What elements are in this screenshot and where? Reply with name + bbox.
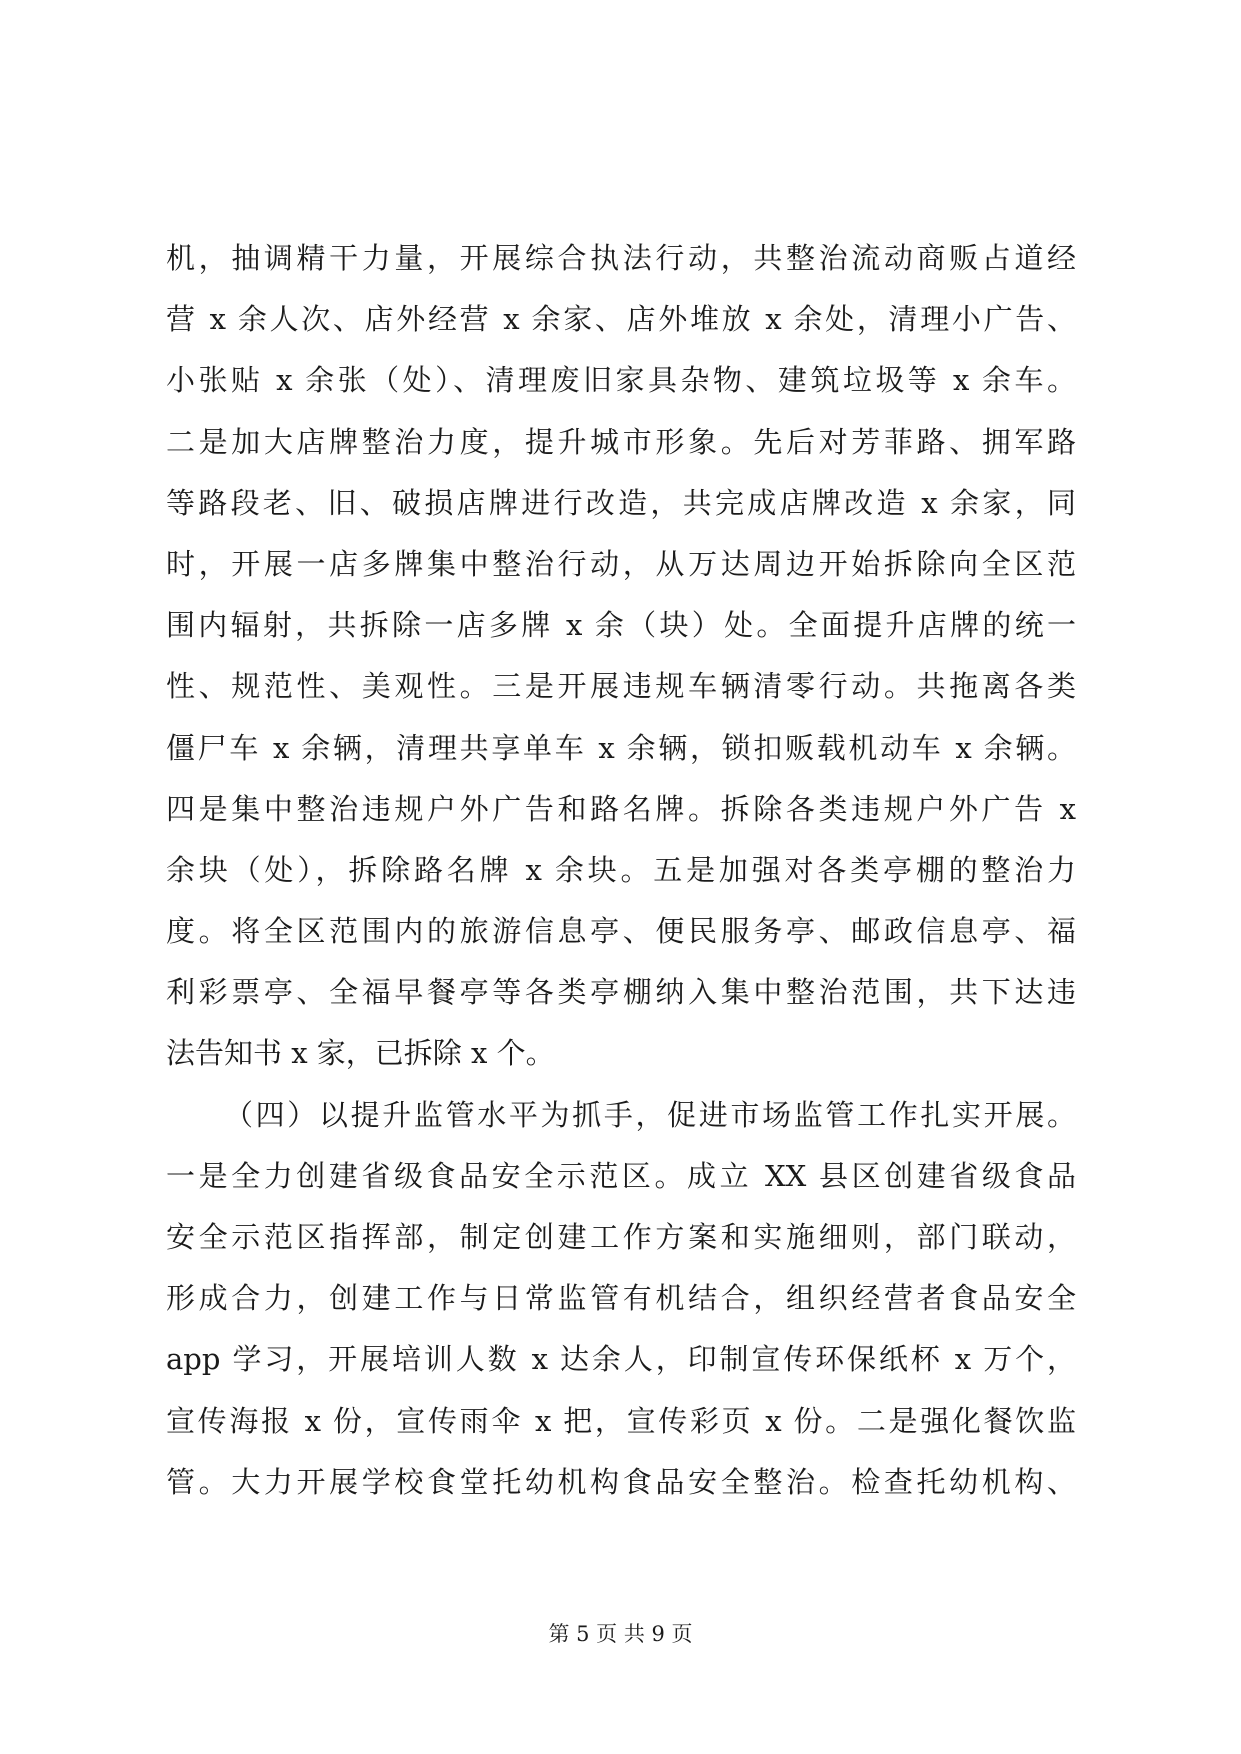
text-line: 二是加大店牌整治力度，提升城市形象。先后对芳菲路、拥军路 <box>166 424 1076 459</box>
page-number-footer: 第 5 页 共 9 页 <box>548 1622 693 1646</box>
text-line: 度。将全区范围内的旅游信息亭、便民服务亭、邮政信息亭、福 <box>166 914 1076 949</box>
text-line: 利彩票亭、全福早餐亭等各类亭棚纳入集中整治范围，共下达违 <box>166 975 1076 1010</box>
text-line: app 学习，开展培训人数 x 达余人，印制宣传环保纸杯 x 万个， <box>166 1342 1076 1377</box>
section-heading-line: （四）以提升监管水平为抓手，促进市场监管工作扎实开展。 <box>224 1097 1076 1132</box>
text-line: 一是全力创建省级食品安全示范区。成立 XX 县区创建省级食品 <box>166 1158 1076 1193</box>
text-line: 管。大力开展学校食堂托幼机构食品安全整治。检查托幼机构、 <box>166 1464 1076 1499</box>
text-line: 余块（处），拆除路名牌 x 余块。五是加强对各类亭棚的整治力 <box>166 852 1076 887</box>
text-line: 四是集中整治违规户外广告和路名牌。拆除各类违规户外广告 x <box>166 791 1076 826</box>
text-line: 营 x 余人次、店外经营 x 余家、店外堆放 x 余处，清理小广告、 <box>166 302 1076 337</box>
text-line: 性、规范性、美观性。三是开展违规车辆清零行动。共拖离各类 <box>166 669 1076 704</box>
text-line: 等路段老、旧、破损店牌进行改造，共完成店牌改造 x 余家，同 <box>166 485 1076 520</box>
text-line: 小张贴 x 余张（处）、清理废旧家具杂物、建筑垃圾等 x 余车。 <box>166 363 1076 398</box>
body-text <box>166 228 1076 1513</box>
text-line: 时，开展一店多牌集中整治行动，从万达周边开始拆除向全区范 <box>166 546 1076 581</box>
text-line: 宣传海报 x 份，宣传雨伞 x 把，宣传彩页 x 份。二是强化餐饮监 <box>166 1403 1076 1438</box>
text-line: 安全示范区指挥部，制定创建工作方案和实施细则，部门联动， <box>166 1220 1076 1254</box>
text-line: 机，抽调精干力量，开展综合执法行动，共整治流动商贩占道经 <box>166 241 1076 275</box>
text-line: 围内辐射，共拆除一店多牌 x 余（块）处。全面提升店牌的统一 <box>166 608 1076 643</box>
text-line: 僵尸车 x 余辆，清理共享单车 x 余辆，锁扣贩载机动车 x 余辆。 <box>166 730 1076 765</box>
text-line: 形成合力，创建工作与日常监管有机结合，组织经营者食品安全 <box>166 1281 1076 1316</box>
text-line: 法告知书 x 家，已拆除 x 个。 <box>166 1036 555 1071</box>
